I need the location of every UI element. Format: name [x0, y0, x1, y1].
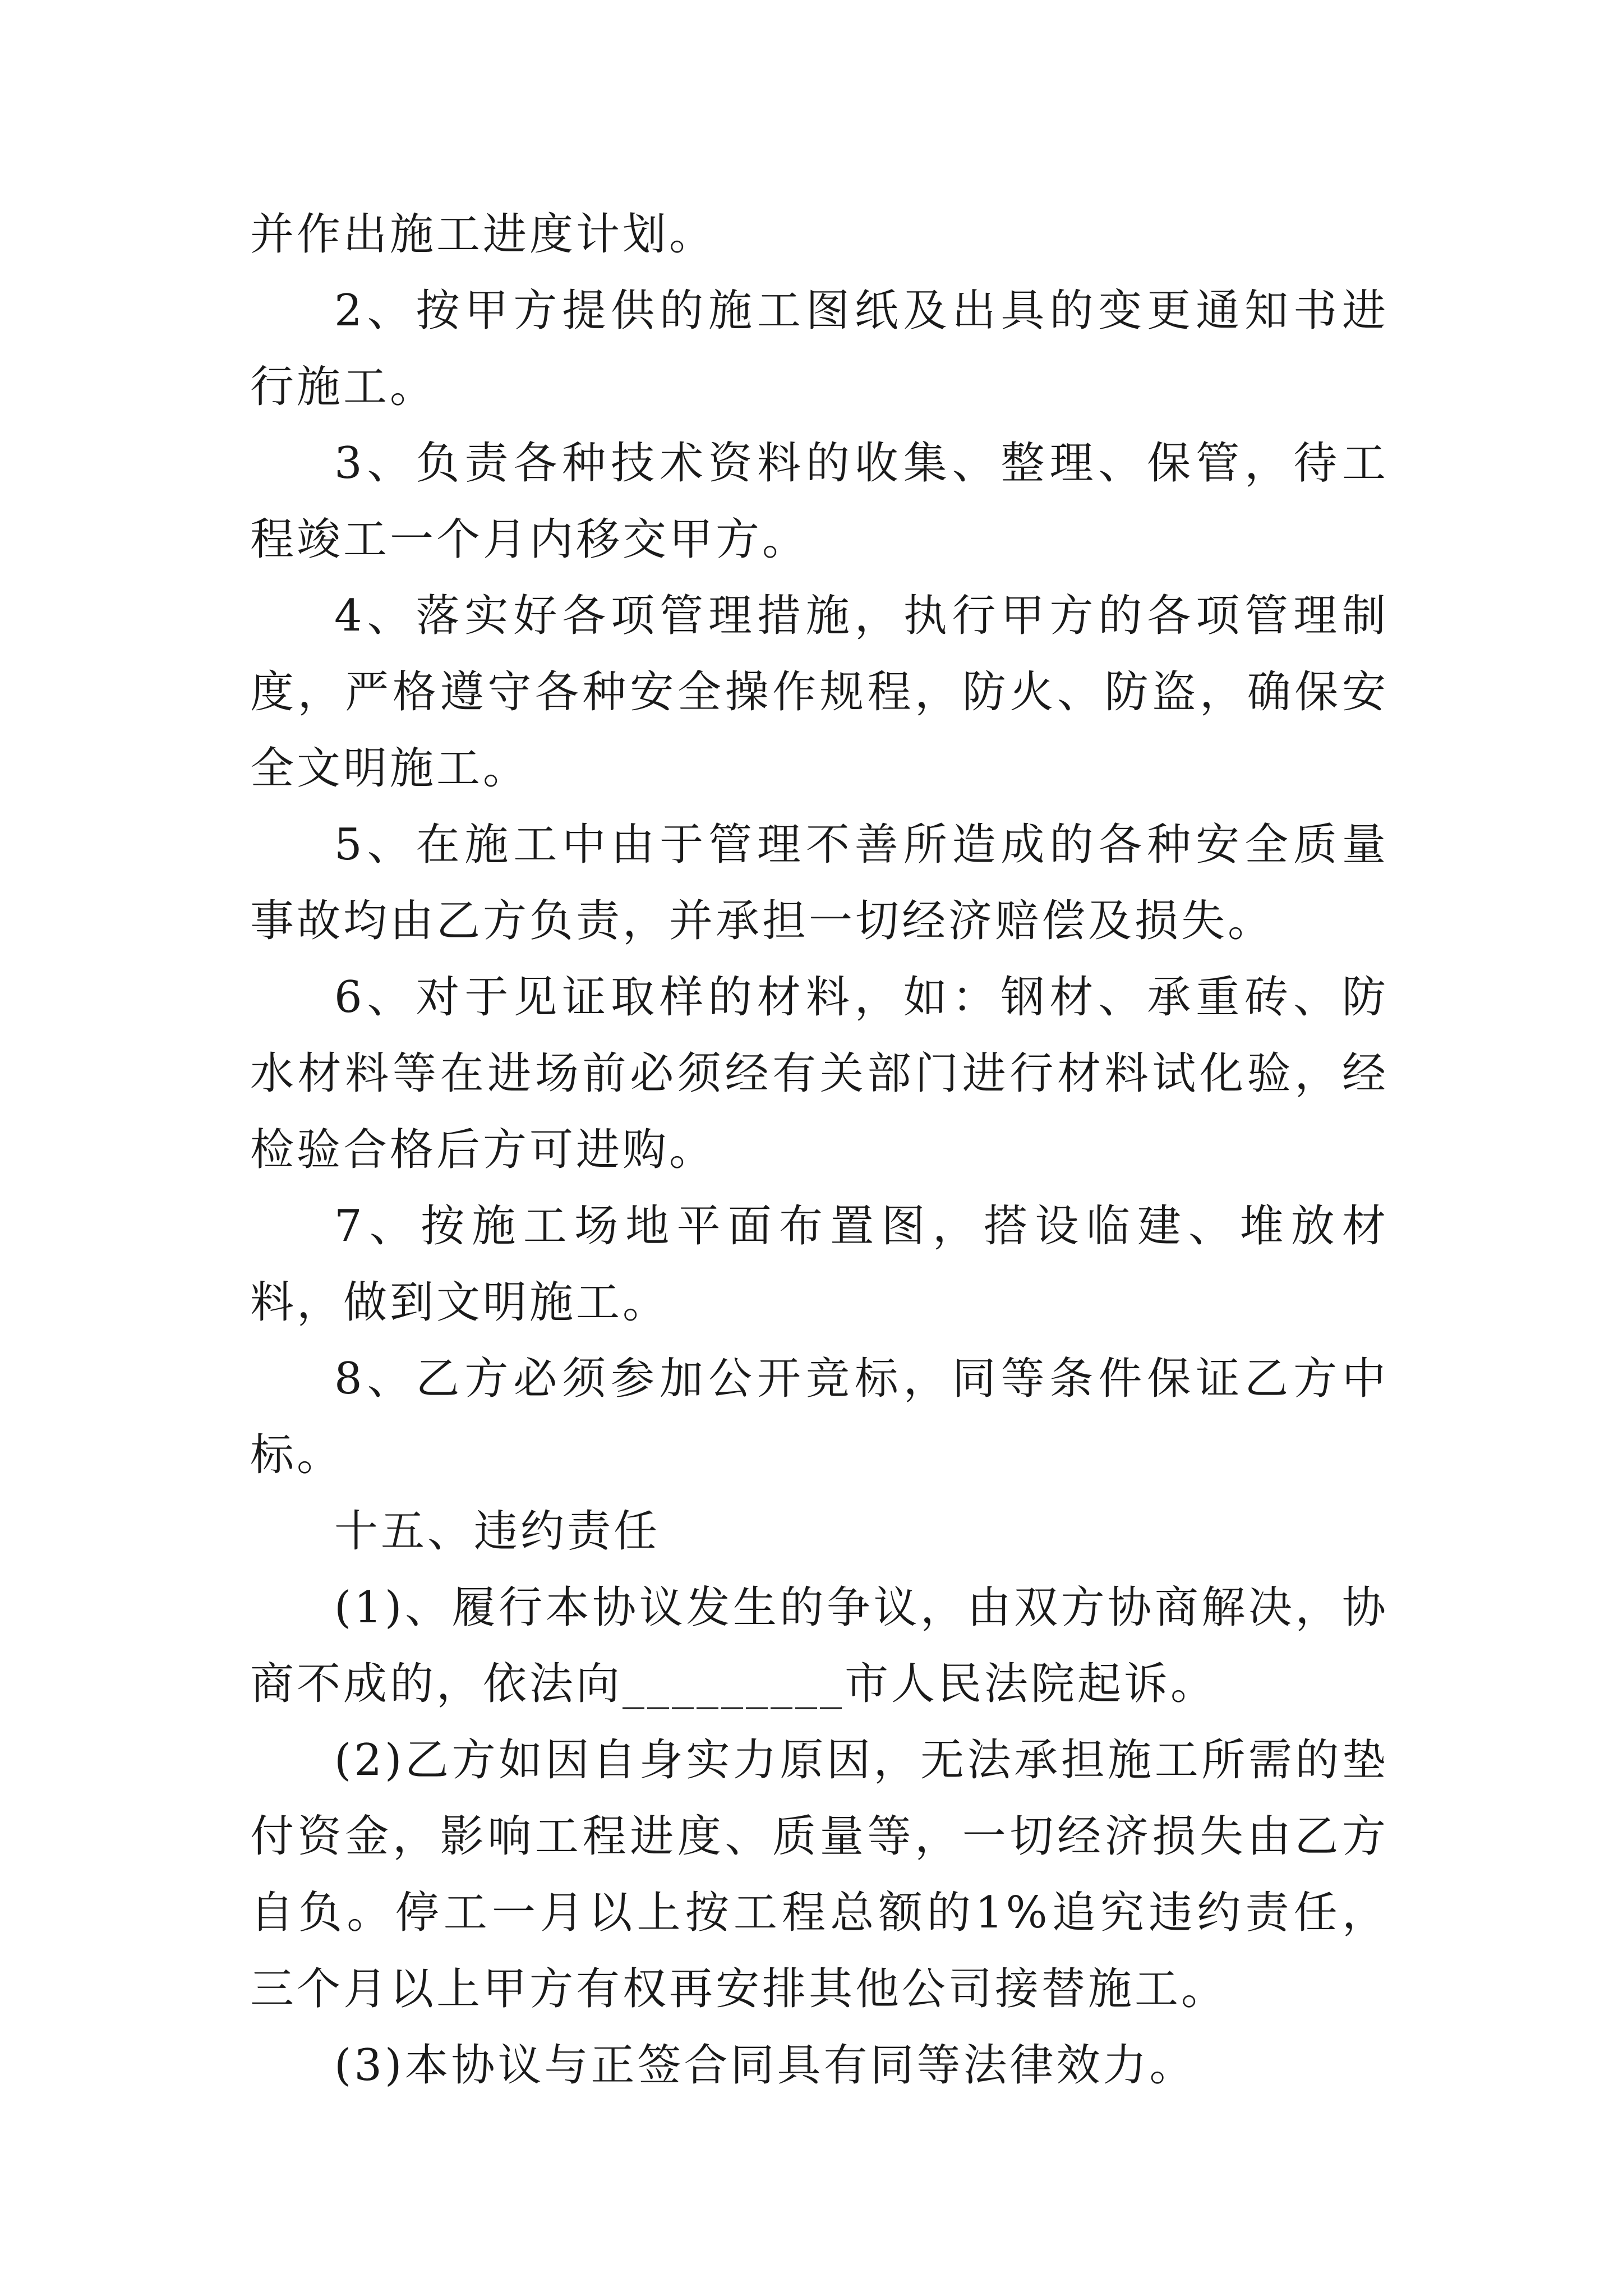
paragraph-clause-3: (3)本协议与正签合同具有同等法律效力。 [334, 2040, 1196, 2091]
paragraph-item-4: 4、落实好各项管理措施，执行甲方的各项管理制度，严格遵守各种安全操作规程，防火、防盗，确保安全文明施工。 [250, 591, 1389, 794]
paragraph-clause-1: (1)、履行本协议发生的争议，由双方协商解决，协商不成的，依法向_________市人民法院起诉。 [250, 1582, 1389, 1709]
paragraph-item-3: 3、负责各种技术资料的收集、整理、保管，待工程竣工一个月内移交甲方。 [250, 438, 1389, 565]
document-body [250, 196, 1389, 2104]
paragraph-clause-2: (2)乙方如因自身实力原因，无法承担施工所需的垫付资金，影响工程进度、质量等，一切经济损失由乙方自负。停工一月以上按工程总额的1%追究违约责任，三个月以上甲方有权再安排其他公司接替施工。 [250, 1735, 1389, 2014]
paragraph-continuation: 并作出施工进度计划。 [250, 209, 716, 260]
paragraph-item-5: 5、在施工中由于管理不善所造成的各种安全质量事故均由乙方负责，并承担一切经济赔偿及损失。 [250, 820, 1389, 946]
paragraph-item-6: 6、对于见证取样的材料，如：钢材、承重砖、防水材料等在进场前必须经有关部门进行材料试化验，经检验合格后方可进购。 [250, 972, 1389, 1175]
paragraph-item-7: 7、按施工场地平面布置图，搭设临建、堆放材料，做到文明施工。 [250, 1201, 1389, 1328]
paragraph-item-2: 2、按甲方提供的施工图纸及出具的变更通知书进行施工。 [250, 286, 1389, 412]
paragraph-item-8: 8、乙方必须参加公开竞标，同等条件保证乙方中标。 [250, 1354, 1389, 1480]
section-heading-breach-liability: 十五、违约责任 [334, 1506, 661, 1557]
